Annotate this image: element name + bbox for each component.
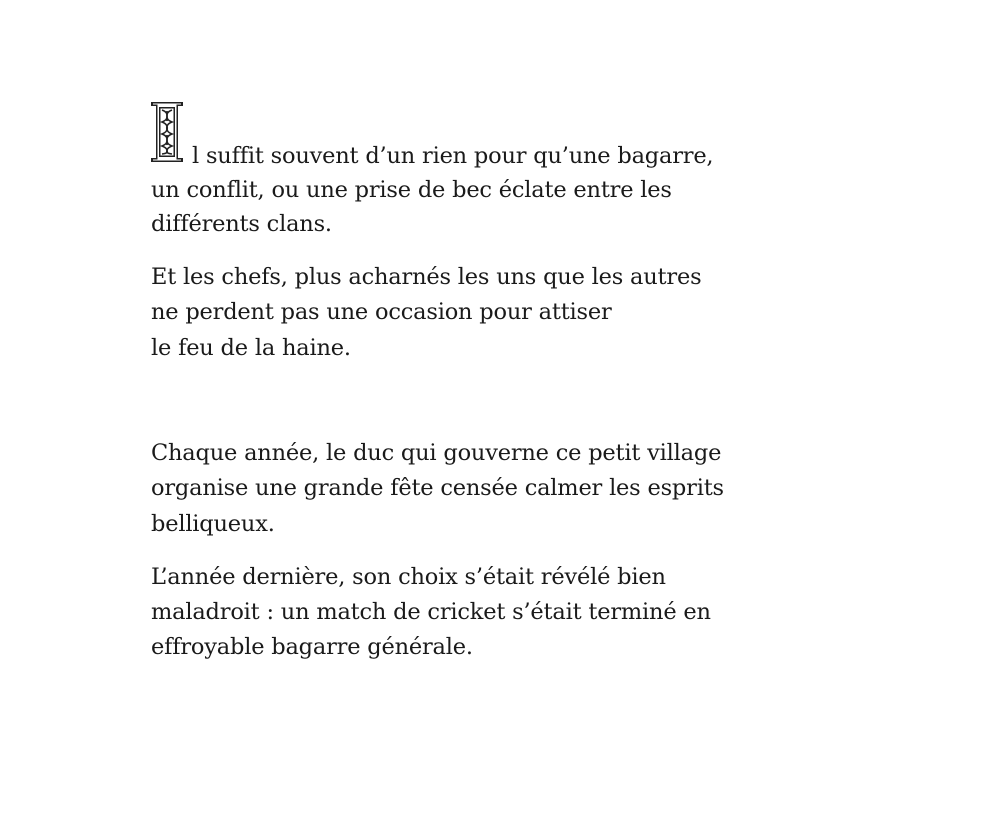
paragraph-1-line-3: différents clans. [151,211,332,237]
paragraph-3-line-1: Chaque année, le duc qui gouverne ce petit village [151,440,722,466]
paragraph-3-line-3: belliqueux. [151,511,275,537]
paragraph-3-line-2: organise une grande fête censée calmer les esprits [151,475,724,501]
celtic-initial-i-icon [150,101,184,163]
paragraph-4-line-2: maladroit : un match de cricket s’était terminé en [151,599,711,625]
paragraph-2-line-2: ne perdent pas une occasion pour attiser [151,299,612,325]
paragraph-2-line-3: le feu de la haine. [151,335,351,361]
paragraph-1-line-1: l suffit souvent d’un rien pour qu’une bagarre, [192,143,714,169]
paragraph-4-line-1: L’année dernière, son choix s’était révélé bien [151,564,666,590]
paragraph-1-line-2: un conflit, ou une prise de bec éclate entre les [151,177,672,203]
paragraph-2-line-1: Et les chefs, plus acharnés les uns que les autres [151,264,702,290]
paragraph-4-line-3: effroyable bagarre générale. [151,634,473,660]
